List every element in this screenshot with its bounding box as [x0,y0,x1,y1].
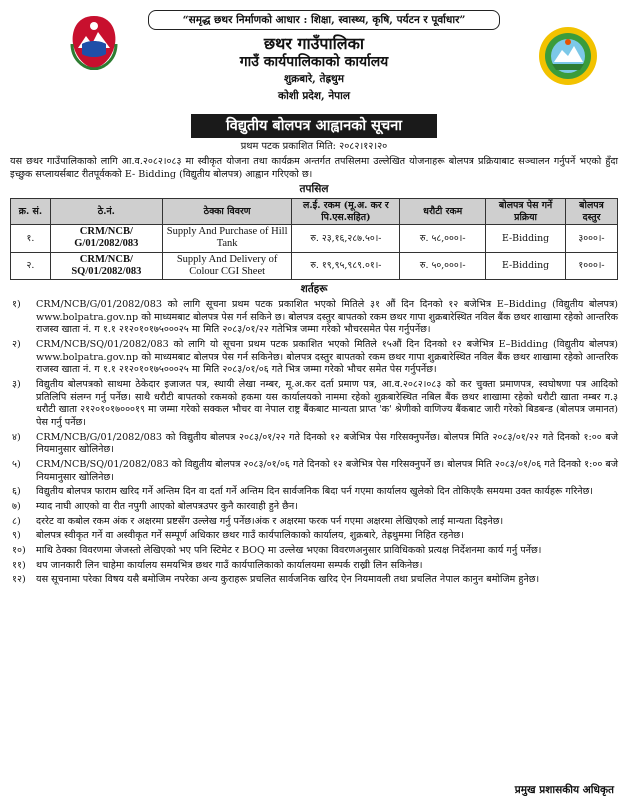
term-number: १२) [12,574,26,586]
slogan: “समृद्ध छथर निर्माणको आधार : शिक्षा, स्वास्थ्य, कृषि, पर्यटन र पूर्वाधार” [148,10,500,30]
column-header: ठेक्का विवरण [162,199,292,225]
bid-fee-cell: १०००।- [566,252,618,280]
contract-number-cell: CRM/NCB/ SQ/01/2082/083 [50,252,162,280]
column-header: बोलपत्र पेस गर्ने प्रक्रिया [486,199,566,225]
term-item [10,299,618,337]
term-text: विद्युतीय बोलपत्र फाराम खरिद गर्ने अन्तिम दिन वा दर्ता गर्ने अन्तिम दिन सार्वजनिक बिदा पर्न गएमा कार्यालय खुलेको दिन तोकिएकै समयमा उक्त कार्यहरू गरिनेछ। [36,486,593,498]
publication-date: प्रथम पटक प्रकाशित मिति: २०८२।१२।२० [240,141,388,153]
term-number: ३) [12,379,21,391]
column-header: ल.ई. रकम (मू.अ. कर र पि.एस.सहित) [292,199,400,225]
deposit-amount-cell: रु. ५०,०००।- [400,252,486,280]
column-header: बोलपत्र दस्तुर [566,199,618,225]
term-item [10,459,618,484]
term-text: CRM/NCB/SQ/01/2082/083 को विद्युतीय बोलपत्र २०८३/०१/०६ गते दिनको १२ बजेभित्र पेस गरिसक्नुपर्ने छ। बोलपत्र मिति २०८३/०१/०६ गते दिनको १:०० बजे नियमानुसार खोलिनेछ। [36,459,618,483]
estimate-amount-cell: रु. १९,९५,९८९.०१।- [292,252,400,280]
schedule-heading: तपसिल [299,183,329,196]
column-header: धरौटी रकम [400,199,486,225]
term-number: ११) [12,559,26,571]
table-header-row [11,199,618,225]
term-item [10,432,618,457]
term-item [10,574,618,587]
column-header: ठे.नं. [50,199,162,225]
term-number: १) [12,299,21,311]
org-name: छथर गाउँपालिका [263,34,365,53]
term-number: १०) [12,544,26,556]
term-number: ९) [12,530,21,542]
contract-description-cell: Supply And Delivery of Colour CGI Sheet [162,252,292,280]
term-item [10,379,618,430]
term-item [10,560,618,573]
table-row [11,252,618,280]
term-item [10,501,618,514]
column-header: क्र. सं. [11,199,51,225]
notice-title: विद्युतीय बोलपत्र आह्वानको सूचना [191,114,437,138]
contract-description-cell: Supply And Purchase of Hill Tank [162,224,292,252]
bid-table [10,198,618,280]
deposit-amount-cell: रु. ५८,०००।- [400,224,486,252]
serial-cell: २. [11,252,51,280]
table-row [11,224,618,252]
serial-cell: १. [11,224,51,252]
term-text: थप जानकारी लिन चाहेमा कार्यालय समयभित्र छथर गाउँ कार्यपालिकाको कार्यालयमा सम्पर्क राख्री लिन सकिनेछ। [36,559,423,571]
terms-heading: शर्तहरू [300,283,328,296]
contract-number-cell: CRM/NCB/ G/01/2082/083 [50,224,162,252]
term-text: CRM/NCB/G/01/2082/083 को लागि सूचना प्रथम पटक प्रकाशित भएको मितिले ३१ औं दिन दिनको १२ बजेभित्र E–Bidding (विद्युतीय बोलपत्र) www.bolpatra.gov.np को माध्यमबाट बोलपत्र पेस गर्न सकिने छ। बोलपत्र दस्तुर बापतको रकम छथर गापा शुक्रबारेस्थित नविल बैंक छथर शाखामा रहेको आन्तरिक राजस्व खाता नं. ग १.१ २१२०१०१७५०००२५ मा मिति २०८३/०१/२२ गतेभित्र जम्मा गरेको भौचरसमेत पेस गर्नुपर्नेछ। [36,299,618,336]
term-text: दररेट वा कबोल रकम अंक र अक्षरमा प्रष्टसँग उल्लेख गर्नु पर्नेछ।अंक र अक्षरमा फरक पर्न गएमा अक्षरमा लेखिएको लाई मान्यता दिइनेछ। [36,515,504,527]
term-text: विद्युतीय बोलपत्रको साथमा ठेकेदार इजाजत पत्र, स्थायी लेखा नम्बर, मू.अ.कर दर्ता प्रमाण पत्र, आ.व.२०८२।०८३ को कर चुक्ता प्रमाणपत्र, स्वघोषणा पत्र आदिको प्रतिलिपि संलग्न गर्नु पर्नेछ। साथै धरौटी बापतको रकमको हकमा यस कार्यालयको नाममा रहेको शुक्रबारेस्थित नबिल बैंक छथर शाखामा रहेको धरौटी खाता नम्बर ग.३ धरौटी खाता २१२०१०१७०००१९ मा जम्मा गरेको सक्कल भौचर वा नेपाल राष्ट्र बैंकबाट मान्यता प्राप्त 'क' श्रेणीको वाणिज्य बैंकबाट जारी गरेको बिडबन्ड (बोलपत्र जमानत) पेस गर्नु पर्नेछ। [36,379,618,429]
term-text: म्याद नाघी आएको वा रीत नपुगी आएको बोलपत्रउपर कुनै कारवाही हुने छैन। [36,500,298,512]
term-number: ४) [12,431,21,443]
term-number: २) [12,339,21,351]
term-number: ८) [12,515,21,527]
bid-fee-cell: ३०००।- [566,224,618,252]
term-text: माथि ठेक्का विवरणमा जेजस्तो लेखिएको भए पनि स्टिमेट र BOQ मा उल्लेख भएका विवरणअनुसार प्राविधिकको प्रत्यक्ष निर्देशनमा कार्य गर्नु पर्नेछ। [36,544,542,556]
term-text: यस सूचनामा परेका विषय यसै बमोजिम नपरेका अन्य कुराहरू प्रचलित सार्वजनिक खरिद ऐन नियमावली तथा प्रचलित नेपाल कानुन बमोजिम हुनेछ। [36,574,540,586]
submission-method-cell: E-Bidding [486,252,566,280]
palika-logo-icon [538,26,598,86]
term-item [10,486,618,499]
office-location: शुक्रबारे, तेह्रथुम [283,73,345,85]
letterhead [10,6,618,114]
term-number: ५) [12,459,21,471]
terms-list [10,299,618,587]
term-text: बोलपत्र स्वीकृत गर्ने वा अस्वीकृत गर्ने सम्पूर्ण अधिकार छथर गाउँ कार्यपालिकाको कार्यालय, शुक्रबारे, तेह्रथुममा निहित रहनेछ। [36,530,464,542]
estimate-amount-cell: रु. २३,१६,२८७.५०।- [292,224,400,252]
office-name: गाउँ कार्यपालिकाको कार्यालय [239,54,389,70]
term-item [10,530,618,543]
signatory-title: प्रमुख प्रशासकीय अधिकृत [514,784,614,797]
province-line: कोशी प्रदेश, नेपाल [278,90,350,102]
term-text: CRM/NCB/G/01/2082/083 को विद्युतीय बोलपत्र २०८३/०१/२२ गते दिनको १२ बजेभित्र पेस गरिसक्नुपर्नेछ। बोलपत्र मिति २०८३/०१/२२ गते दिनको १:०० बजे नियमानुसार खोलिनेछ। [36,431,618,456]
term-number: ७) [12,500,21,512]
term-number: ६) [12,486,21,498]
term-item [10,545,618,558]
term-text: CRM/NCB/SQ/01/2082/083 को लागि यो सूचना प्रथम पटक प्रकाशित भएको मितिले १५औं दिन दिनको १२ बजेभित्र E–Bidding (विद्युतीय बोलपत्र) www.bolpatra.gov.np को माध्यमबाट बोलपत्र पेस गर्न सकिनेछ। बोलपत्र दस्तुर बापतको रकम छथर गापा शुक्रबारेस्थित नविल बैंक छथर शाखामा रहेको आन्तरिक राजस्व खाता नं. ग १.१ २१२०१०१७५०००२५ मा मिति २०८३/०१/०६ गते भित्र जम्मा गरेको भौचर समेत पेस गर्नुपर्नेछ। [36,339,618,376]
intro-paragraph: यस छथर गाउँपालिकाको लागि आ.व.२०८२।०८३ मा स्वीकृत योजना तथा कार्यक्रम अन्तर्गत तपसिलमा उल्लेखित योजनाहरू बोलपत्र प्रक्रियाबाट सञ्चालन गर्नुपर्ने भएको हुँदा इच्छुक सप्लायर्सबाट रीतपूर्वकको E- Bidding (विद्युतीय बोलपत्र) आह्वान गरिएको छ। [10,156,618,180]
submission-method-cell: E-Bidding [486,224,566,252]
term-item [10,516,618,529]
term-item [10,339,618,377]
